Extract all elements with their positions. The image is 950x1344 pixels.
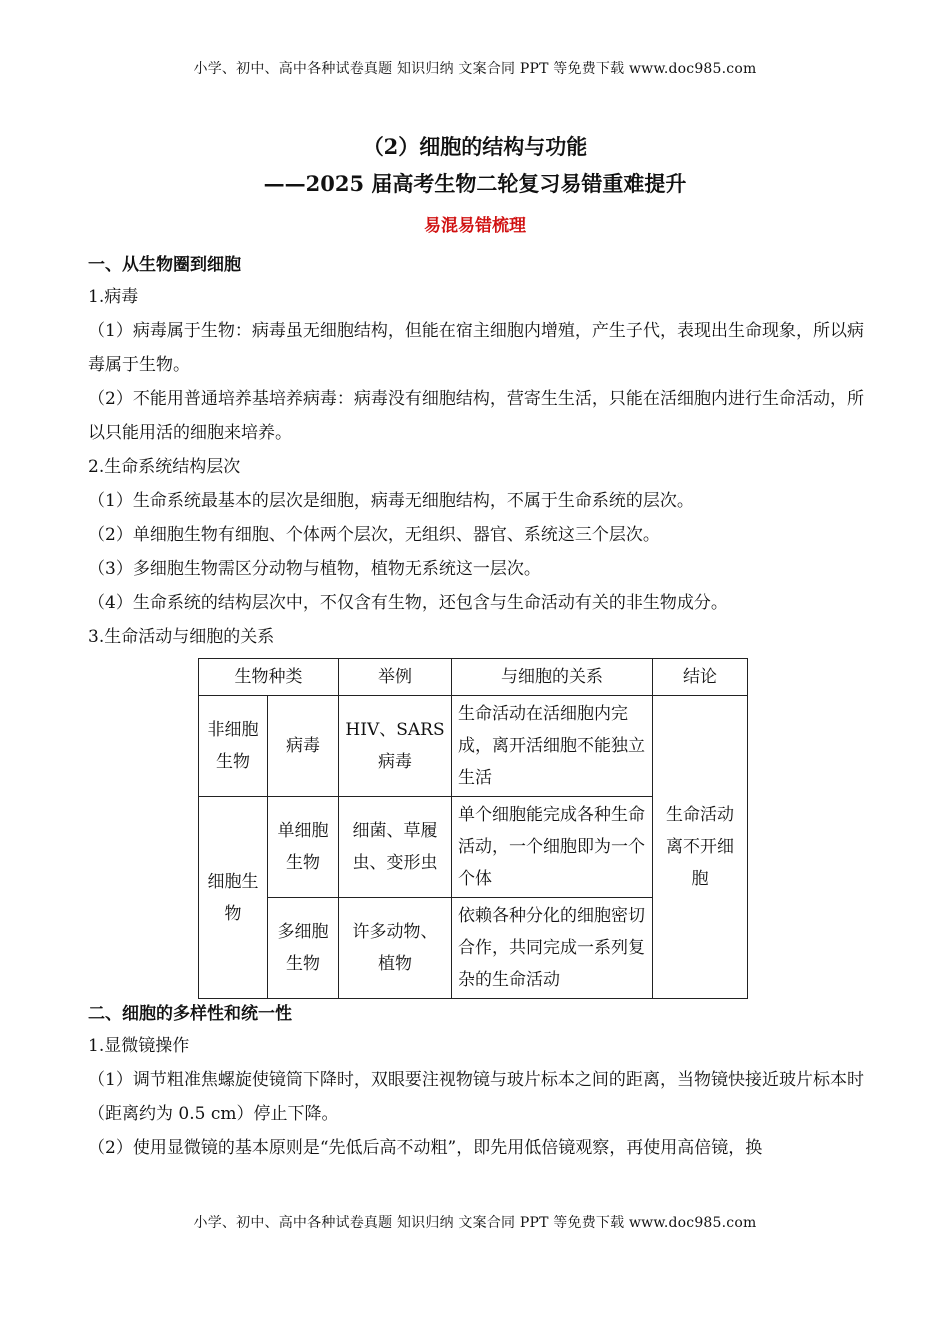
table-header-cell: 与细胞的关系 xyxy=(452,659,653,696)
paragraph: （4）生命系统的结构层次中，不仅含有生物，还包含与生命活动有关的非生物成分。 xyxy=(88,593,728,613)
paragraph: （2）使用显微镜的基本原则是“先低后高不动粗”，即先用低倍镜观察，再使用高倍镜，换 xyxy=(88,1138,763,1158)
table-cell: 依赖各种分化的细胞密切合作，共同完成一系列复杂的生命活动 xyxy=(452,898,653,999)
table-cell: 单个细胞能完成各种生命活动，一个细胞即为一个个体 xyxy=(452,797,653,898)
table-header-cell: 举例 xyxy=(339,659,452,696)
page-footer: 小学、初中、高中各种试卷真题 知识归纳 文案合同 PPT 等免费下载 www.doc985.com xyxy=(193,1215,757,1231)
table-cell: 病毒 xyxy=(268,696,339,797)
page-header: 小学、初中、高中各种试卷真题 知识归纳 文案合同 PPT 等免费下载 www.doc985.com xyxy=(193,61,757,77)
section-heading-2: 二、细胞的多样性和统一性 xyxy=(88,1004,292,1024)
title-block xyxy=(0,132,950,240)
table-header-cell: 结论 xyxy=(653,659,748,696)
paragraph: （1）生命系统最基本的层次是细胞，病毒无细胞结构，不属于生命系统的层次。 xyxy=(88,491,694,511)
paragraph: （2）不能用普通培养基培养病毒：病毒没有细胞结构，营寄生生活，只能在活细胞内进行生命活动，所以只能用活的细胞来培养。 xyxy=(88,389,864,443)
subheading-life-cell-relation: 3.生命活动与细胞的关系 xyxy=(88,627,275,647)
section-label-red: 易混易错梳理 xyxy=(424,216,526,236)
table-cell: 多细胞生物 xyxy=(268,898,339,999)
table-header-row xyxy=(199,659,748,696)
paragraph: （1）调节粗准焦螺旋使镜筒下降时，双眼要注视物镜与玻片标本之间的距离，当物镜快接近玻片标本时（距离约为 0.5 cm）停止下降。 xyxy=(88,1070,864,1124)
table-cell: 细菌、草履虫、变形虫 xyxy=(339,797,452,898)
document-body xyxy=(88,250,864,1165)
paragraph: （2）单细胞生物有细胞、个体两个层次，无组织、器官、系统这三个层次。 xyxy=(88,525,660,545)
paragraph: （3）多细胞生物需区分动物与植物，植物无系统这一层次。 xyxy=(88,559,541,579)
relation-table-wrapper xyxy=(198,658,864,999)
table-cell: 单细胞生物 xyxy=(268,797,339,898)
subheading-virus: 1.病毒 xyxy=(88,287,139,307)
table-cell: 非细胞生物 xyxy=(199,696,268,797)
relation-table xyxy=(198,658,748,999)
table-cell-conclusion: 生命活动离不开细胞 xyxy=(653,696,748,999)
paragraph: （1）病毒属于生物：病毒虽无细胞结构，但能在宿主细胞内增殖，产生子代，表现出生命现象，所以病毒属于生物。 xyxy=(88,321,864,375)
table-cell: HIV、SARS 病毒 xyxy=(339,696,452,797)
table-header-cell: 生物种类 xyxy=(199,659,339,696)
table-cell: 细胞生物 xyxy=(199,797,268,999)
subheading-life-system: 2.生命系统结构层次 xyxy=(88,457,241,477)
table-cell: 许多动物、植物 xyxy=(339,898,452,999)
section-heading-1: 一、从生物圈到细胞 xyxy=(88,255,241,275)
title-subtitle: ——2025 届高考生物二轮复习易错重难提升 xyxy=(263,171,687,196)
table-cell: 生命活动在活细胞内完成，离开活细胞不能独立生活 xyxy=(452,696,653,797)
subheading-microscope: 1.显微镜操作 xyxy=(88,1036,190,1056)
title-main: （2）细胞的结构与功能 xyxy=(362,134,588,159)
table-row xyxy=(199,696,748,797)
